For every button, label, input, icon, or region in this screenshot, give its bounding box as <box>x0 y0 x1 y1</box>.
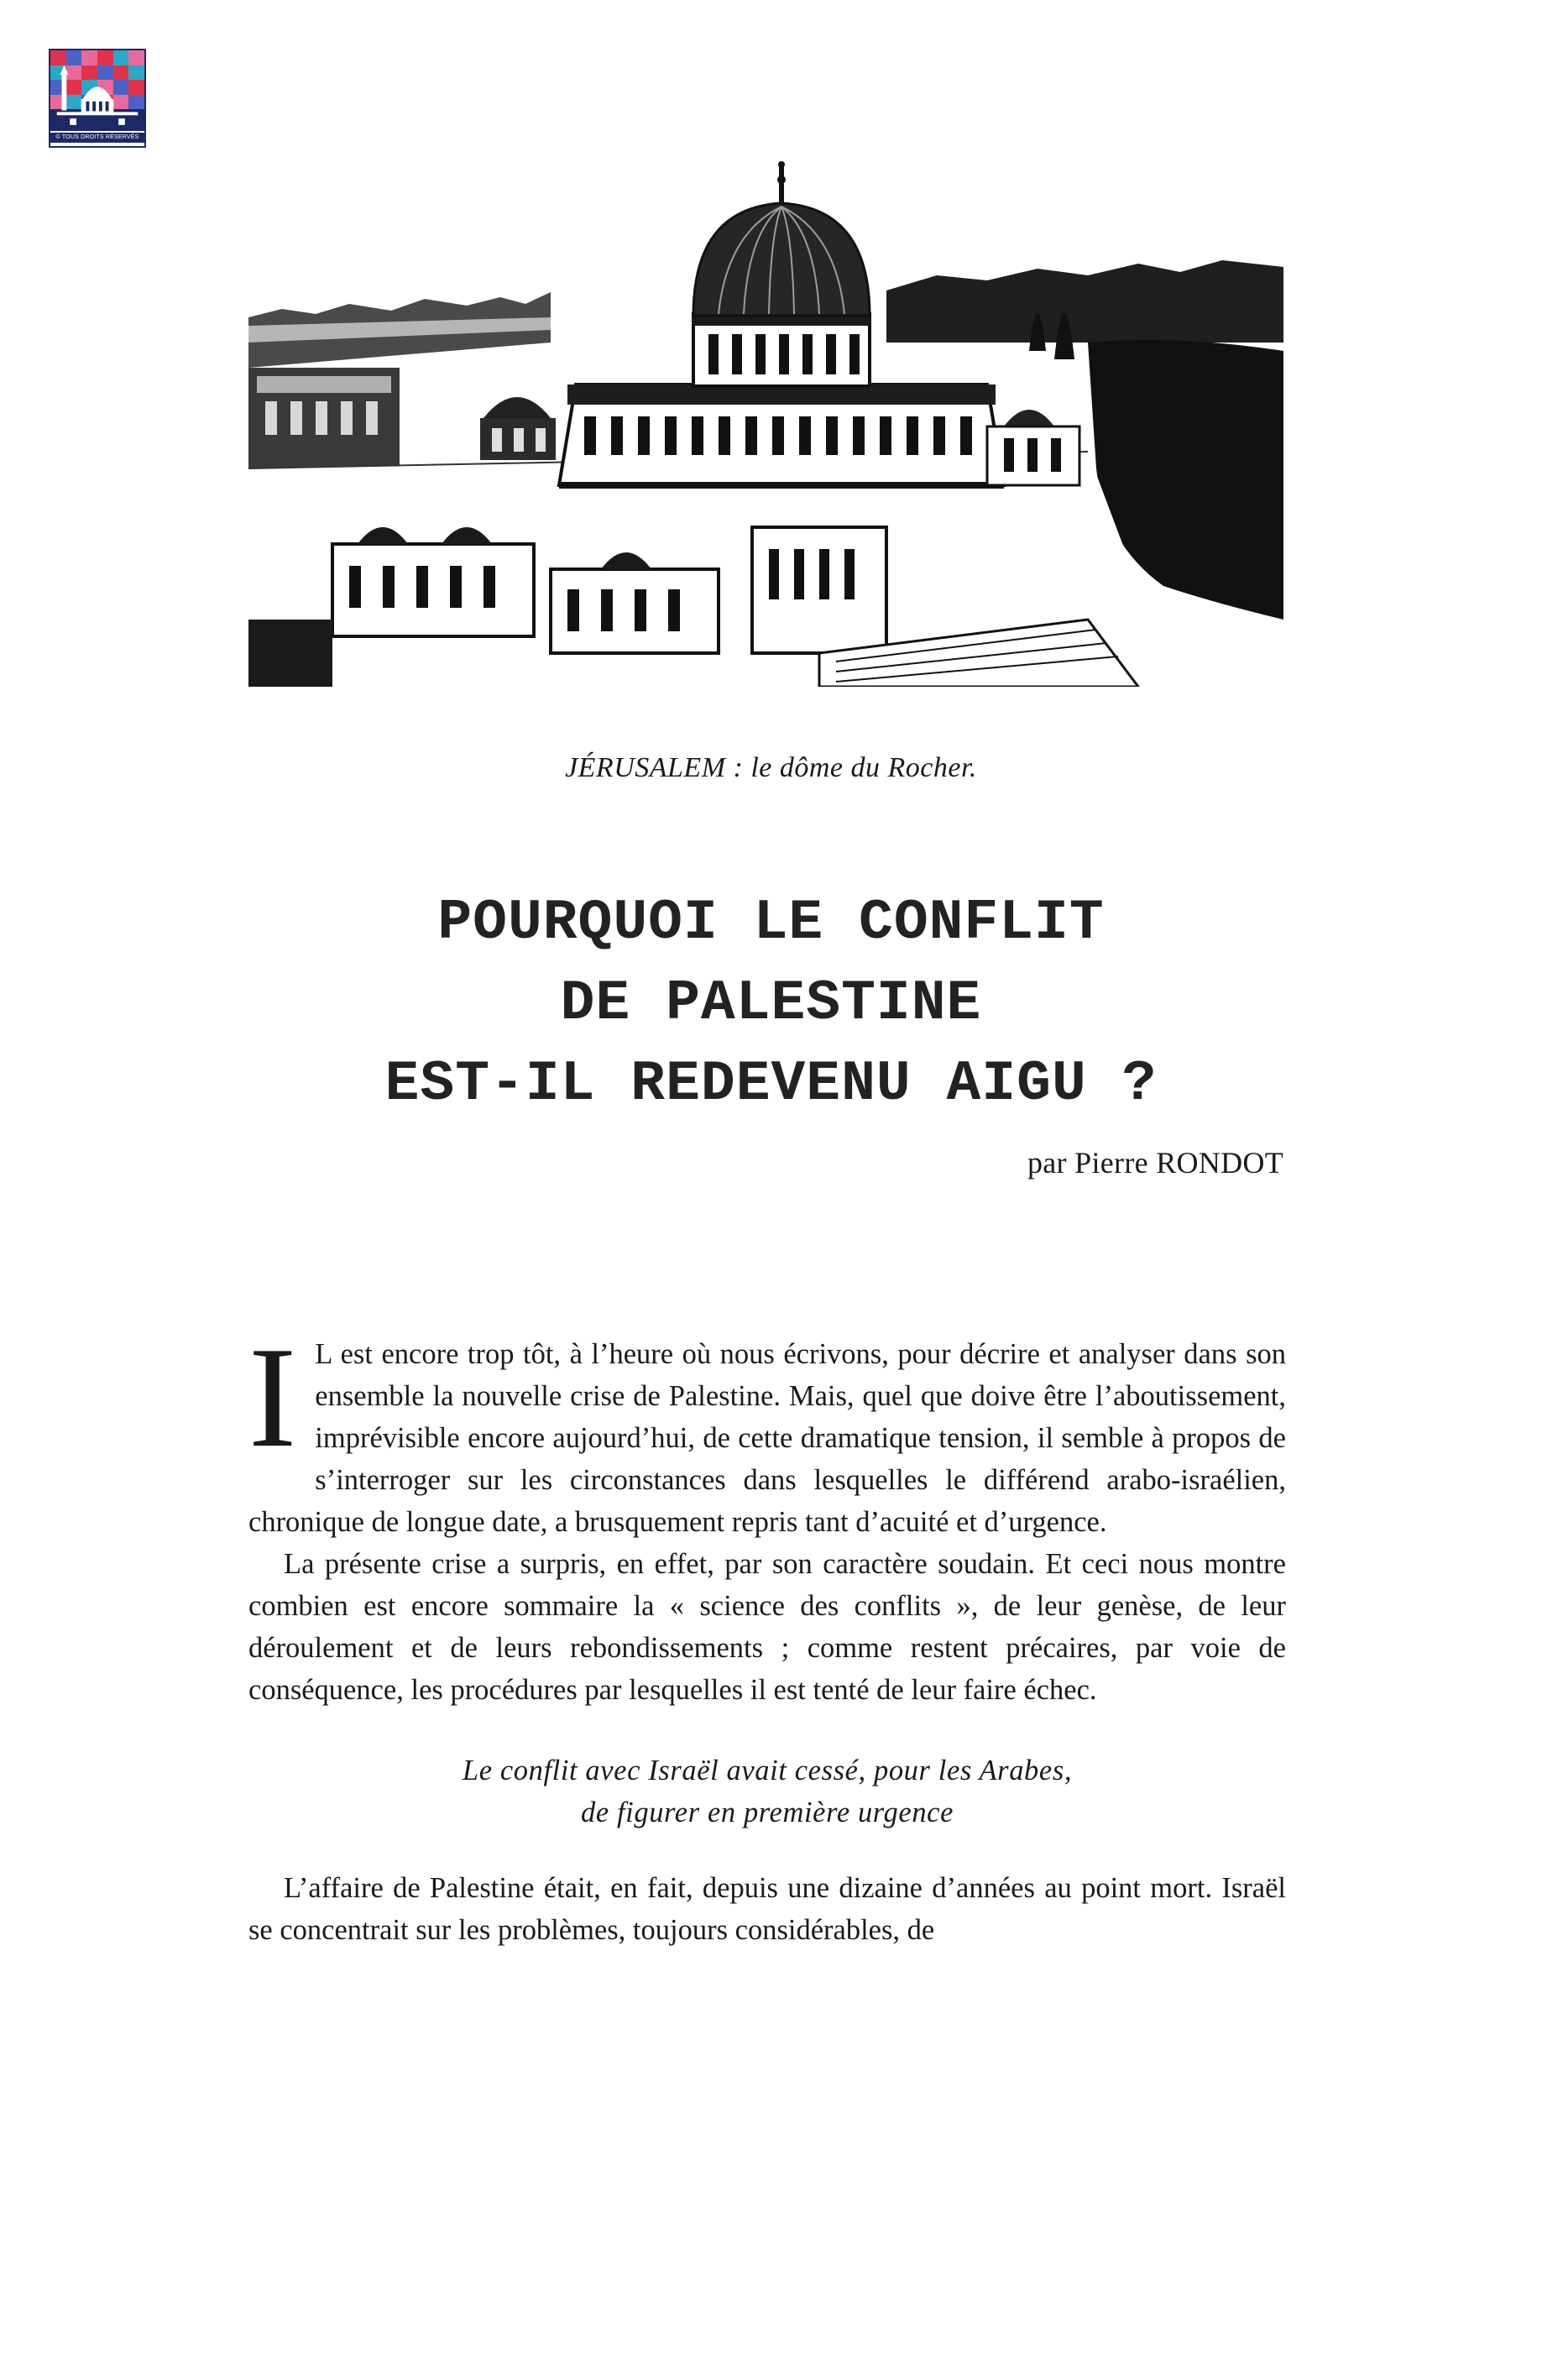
subheading-line-2: de figurer en première urgence <box>581 1797 954 1828</box>
caption-place: JÉRUSALEM <box>565 752 726 783</box>
title-line-2: DE PALESTINE <box>560 971 982 1036</box>
author-byline: par Pierre RONDOT <box>1027 1146 1283 1180</box>
logo-building-icon <box>50 50 144 146</box>
dome-of-the-rock-illustration <box>248 149 1283 687</box>
logo-copyright: © TOUS DROITS RÉSERVÉS <box>50 133 144 143</box>
paragraph-2: La présente crise a surpris, en effet, par son caractère soudain. Et ceci nous montre combien est encore sommaire la « science des conflits », de leur genèse, de leur déroulement et de leurs rebondissements ; comme restent précaires, par voie de conséquence, les procédures par lesquelles il est tenté de leur faire échec. <box>248 1548 1286 1706</box>
dome-of-the-rock-engraving-icon <box>248 149 1283 687</box>
title-line-3: EST-IL REDEVENU AIGU ? <box>384 1052 1158 1117</box>
caption-rest: : le dôme du Rocher. <box>725 752 977 783</box>
section-subheading <box>248 1750 1286 1833</box>
publisher-logo <box>49 49 146 148</box>
article-title <box>0 883 1542 1125</box>
illustration-caption <box>0 752 1542 784</box>
paragraph-1-text: L est encore trop tôt, à l’heure où nous écrivons, pour décrire et analyser dans son ensemble la nouvelle crise de Palestine. Mais, quel que doive être l’aboutissement, imprévisible encore aujourd’hui, de cette dramatique tension, il semble à propos de s’interroger sur les circonstances dans lesquelles le différend arabo-israélien, chronique de longue date, a brusquement repris tant d’acuité et d’urgence. <box>248 1338 1286 1538</box>
drop-cap: I <box>248 1318 297 1478</box>
subheading-line-1: Le conflit avec Israël avait cessé, pour les Arabes, <box>462 1755 1073 1786</box>
paragraph-1 <box>248 1318 1286 1543</box>
paragraph-3: L’affaire de Palestine était, en fait, depuis une dizaine d’années au point mort. Israël se concentrait sur les problèmes, toujours considérables, de <box>248 1872 1286 1946</box>
title-line-1: POURQUOI LE CONFLIT <box>437 891 1105 955</box>
article-body <box>248 1318 1286 1951</box>
